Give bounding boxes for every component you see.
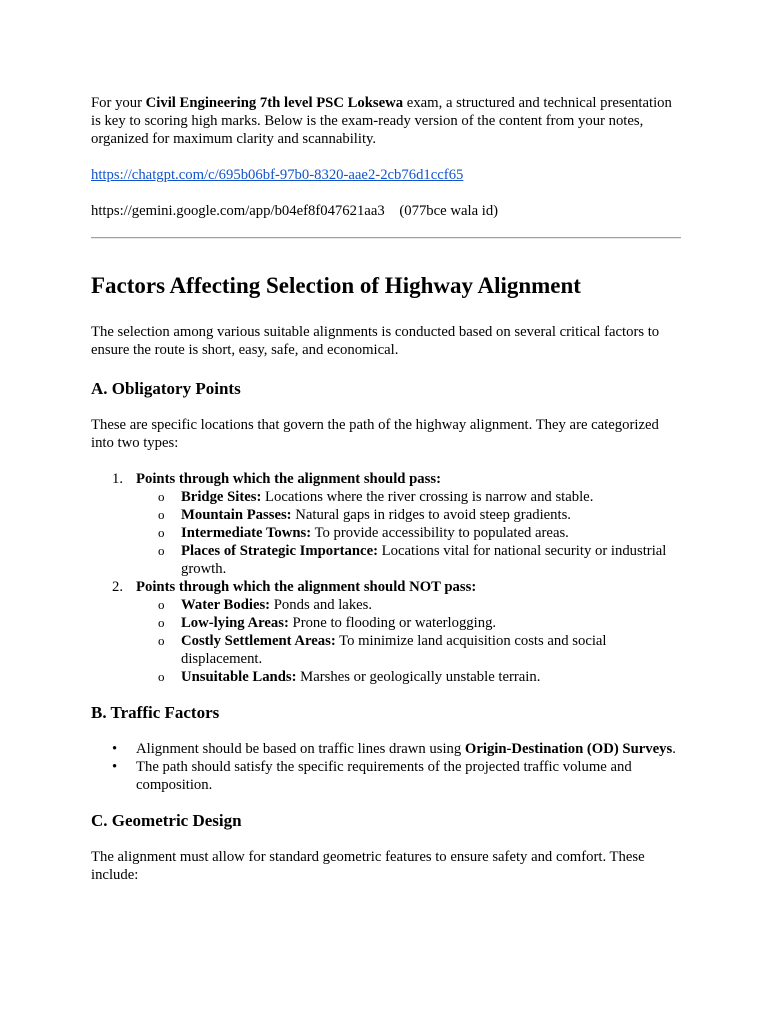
list-item (91, 758, 681, 794)
obligatory-points-list (91, 470, 681, 686)
bullet-text: The path should satisfy the specific requirements of the projected traffic volume and composition. (136, 759, 632, 793)
intro-prefix: For your (91, 95, 146, 111)
traffic-factors-list (91, 740, 681, 794)
sub-list-item (136, 668, 681, 686)
sub-item-bold: Bridge Sites: (181, 489, 262, 505)
sub-item-bold: Low-lying Areas: (181, 615, 289, 631)
section-c-heading: C. Geometric Design (91, 811, 242, 830)
sub-marker: o (158, 633, 165, 648)
bullet-icon: • (112, 741, 118, 757)
sub-marker: o (158, 489, 165, 504)
page-title: Factors Affecting Selection of Highway Alignment (91, 273, 581, 298)
sub-marker: o (158, 507, 165, 522)
list-number: 1. (112, 471, 124, 487)
section-c-desc: The alignment must allow for standard geometric features to ensure safety and comfort. These include: (91, 849, 645, 883)
section-b-heading: B. Traffic Factors (91, 703, 220, 722)
sub-list-item (136, 614, 681, 632)
sub-item-bold: Unsuitable Lands: (181, 669, 297, 685)
link2-paragraph: https://gemini.google.com/app/b04ef8f047621aa3 (077bce wala id) (91, 203, 499, 219)
link1-paragraph (91, 166, 681, 184)
sub-marker: o (158, 525, 165, 540)
sub-item-text: Natural gaps in ridges to avoid steep gradients. (291, 507, 571, 523)
document-page (91, 94, 681, 902)
bullet-bold: Origin-Destination (OD) Surveys (464, 741, 673, 757)
list-item-label: Points through which the alignment should pass: (136, 471, 441, 487)
list-item (91, 470, 681, 578)
sub-list-item (136, 542, 681, 578)
sub-item-text: Ponds and lakes. (270, 597, 373, 613)
chatgpt-link[interactable]: https://chatgpt.com/c/695b06bf-97b0-8320-aae2-2cb76d1ccf65 (91, 167, 464, 183)
sub-list-item (136, 596, 681, 614)
sub-item-bold: Mountain Passes: (181, 507, 292, 523)
list-item-label: Points through which the alignment should NOT pass: (136, 579, 477, 595)
intro-paragraph (91, 94, 681, 148)
sub-list-item (136, 488, 681, 506)
section-a-desc: These are specific locations that govern the path of the highway alignment. They are categorized into two types: (91, 417, 659, 451)
sub-item-text: Marshes or geologically unstable terrain. (296, 669, 541, 685)
intro-suffix: exam, a structured and technical presentation is key to scoring high marks. Below is the exam-ready version of the content from your notes, organized for maximum clarity and scannability. (91, 95, 672, 147)
bullet-icon: • (112, 759, 118, 775)
list-item (91, 578, 681, 686)
list-number: 2. (112, 579, 124, 595)
sub-list (136, 596, 681, 686)
sub-item-bold: Water Bodies: (181, 597, 271, 613)
sub-marker: o (158, 543, 165, 558)
sub-list-item (136, 524, 681, 542)
sub-item-text: To minimize land acquisition costs and social displacement. (181, 633, 607, 667)
sub-item-text: To provide accessibility to populated areas. (311, 525, 569, 541)
bullet-text-end: . (672, 741, 676, 757)
sub-item-text: Locations where the river crossing is narrow and stable. (261, 489, 594, 505)
lead-paragraph: The selection among various suitable alignments is conducted based on several critical factors to ensure the route is short, easy, safe, and economical. (91, 324, 660, 358)
sub-item-text: Prone to flooding or waterlogging. (288, 615, 497, 631)
sub-marker: o (158, 669, 165, 684)
list-item (91, 740, 681, 758)
section-a-heading: A. Obligatory Points (91, 379, 241, 398)
sub-list (136, 488, 681, 578)
sub-list-item (136, 632, 681, 668)
sub-item-text: Locations vital for national security or industrial growth. (181, 543, 667, 577)
sub-item-bold: Places of Strategic Importance: (181, 543, 378, 559)
intro-bold: Civil Engineering 7th level PSC Loksewa (145, 95, 404, 111)
sub-item-bold: Costly Settlement Areas: (181, 633, 336, 649)
bullet-text: Alignment should be based on traffic lines drawn using (136, 741, 465, 757)
sub-marker: o (158, 615, 165, 630)
sub-list-item (136, 506, 681, 524)
sub-marker: o (158, 597, 165, 612)
sub-item-bold: Intermediate Towns: (181, 525, 312, 541)
horizontal-rule (91, 237, 681, 239)
